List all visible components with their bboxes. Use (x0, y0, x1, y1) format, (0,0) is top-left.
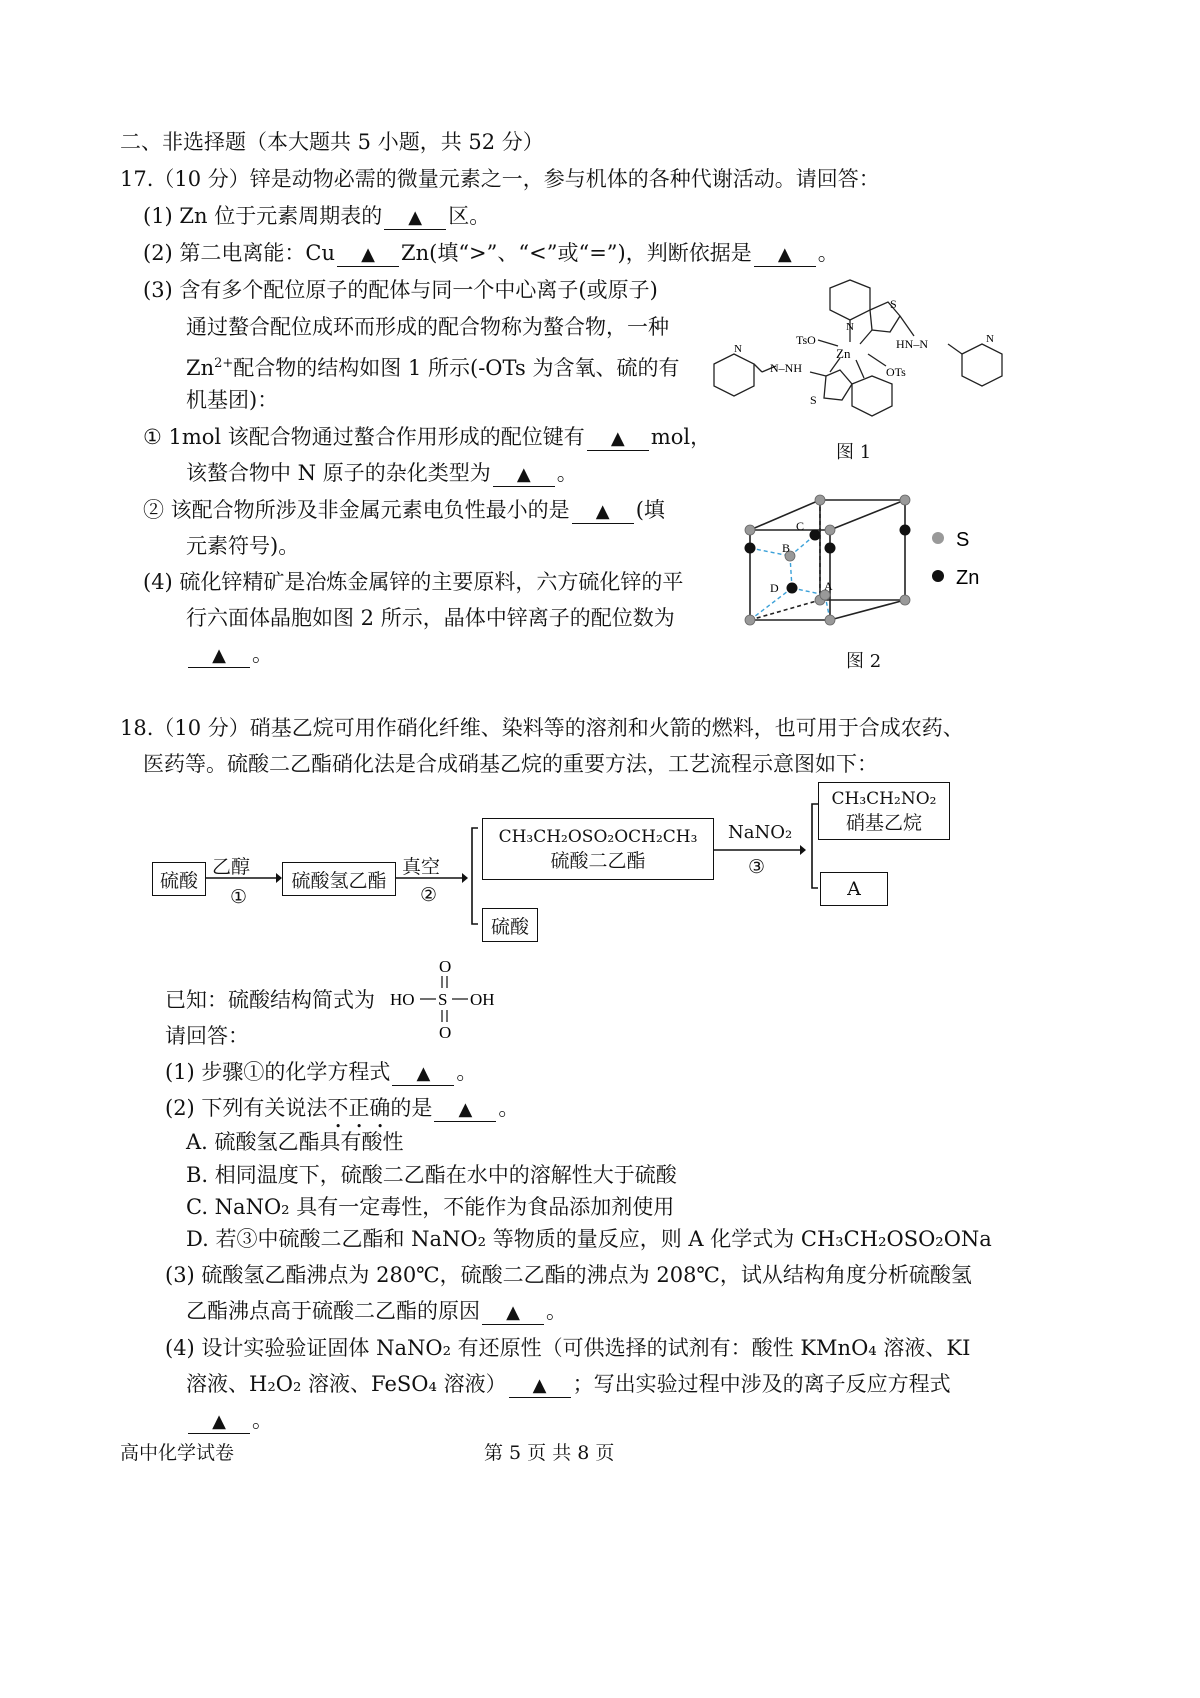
q18-part2: (2) 下列有关说法不正确的是 ▲ 。 (165, 1096, 520, 1120)
q17-part3-line1: (3) 含有多个配位原子的配体与同一个中心离子(或原子) (143, 278, 658, 302)
fig2-label-b: B (782, 541, 791, 555)
legend-zn-dot (932, 570, 944, 582)
legend-s-dot (932, 532, 944, 544)
diethyl-sulfate-formula: CH₃CH₂OSO₂OCH₂CH₃ (498, 827, 698, 847)
q17-part3-i: ① 1mol 该配合物通过螯合作用形成的配位键有 ▲ mol， (143, 425, 712, 449)
flow-box-ethyl-hydrogen-sulfate: 硫酸氢乙酯 (282, 862, 396, 896)
flow-step1-number: ① (230, 886, 248, 908)
answer-blank[interactable]: ▲ (337, 244, 399, 267)
h2so4-oh: OH (470, 990, 495, 1009)
footer-page-number: 第 5 页 共 8 页 (484, 1442, 615, 1464)
answer-blank[interactable]: ▲ (434, 1099, 496, 1122)
flow-arrow-3 (714, 842, 806, 858)
q17-part3-i-line2: 该螯合物中 N 原子的杂化类型为 ▲ 。 (186, 461, 578, 485)
answer-blank[interactable]: ▲ (482, 1302, 544, 1325)
flow-step3-reagent: NaNO₂ (728, 822, 793, 843)
q17-part1: (1) Zn 位于元素周期表的 ▲ 区。 (143, 204, 491, 228)
q18-part3-line1: (3) 硫酸氢乙酯沸点为 280℃，硫酸二乙酯的沸点为 208℃，试从结构角度分析硫酸氢 (165, 1263, 972, 1287)
flow-step3-number: ③ (748, 856, 766, 878)
h2so4-s: S (438, 990, 448, 1009)
q17-part4-line3: ▲ 。 (186, 640, 273, 668)
fig1-n-label: N (846, 321, 854, 333)
q18-option-a[interactable]: A. 硫酸氢乙酯具有酸性 (186, 1130, 404, 1154)
flow-arrow-1 (206, 870, 282, 886)
h2so4-ho: HO (390, 990, 415, 1009)
q17-stem: 17.（10 分）锌是动物必需的微量元素之一，参与机体的各种代谢活动。请回答： (120, 167, 880, 191)
legend-s-label: S (956, 529, 970, 551)
fig1-n-nh-label: N–NH (770, 361, 802, 375)
q17-part3-line2: 通过螯合配位成环而形成的配合物称为螯合物，一种 (186, 315, 669, 339)
answer-blank[interactable]: ▲ (392, 1063, 454, 1086)
flow-step2-number: ② (420, 884, 438, 906)
q18-stem-line2: 医药等。硫酸二乙酯硝化法是合成硝基乙烷的重要方法，工艺流程示意图如下： (143, 752, 878, 776)
section-title: 二、非选择题（本大题共 5 小题，共 52 分） (120, 130, 544, 154)
sulfuric-acid-structure (388, 954, 504, 1044)
fig2-label-d: D (770, 581, 779, 595)
q18-option-c[interactable]: C. NaNO₂ 具有一定毒性，不能作为食品添加剂使用 (186, 1195, 675, 1219)
q18-stem-line1: 18.（10 分）硝基乙烷可用作硝化纤维、染料等的溶剂和火箭的燃料，也可用于合成农药、 (120, 716, 964, 740)
fig1-tso-label: TsO (796, 333, 816, 347)
q17-part3-ii-line2: 元素符号)。 (186, 534, 300, 558)
answer-blank[interactable]: ▲ (493, 464, 555, 487)
q18-part4-line1: (4) 设计实验验证固体 NaNO₂ 有还原性（可供选择的试剂有：酸性 KMnO₄ 溶液、KI (165, 1336, 971, 1360)
fig1-hn-n-label: HN–N (896, 337, 928, 351)
answer-blank[interactable]: ▲ (384, 207, 446, 230)
fig1-zn-label: Zn (836, 346, 851, 361)
fig2-label-a: A (824, 579, 833, 593)
answer-blank[interactable]: ▲ (587, 428, 649, 451)
flow-box-sulfuric-acid: 硫酸 (152, 862, 206, 896)
fig1-n-label: N (734, 343, 742, 355)
footer-exam-name: 高中化学试卷 (120, 1442, 235, 1464)
flow-box-diethyl-sulfate (482, 818, 714, 880)
fig2-label-c: C (796, 519, 805, 533)
figure-1-caption: 图 1 (836, 442, 872, 463)
legend-zn-label: Zn (956, 567, 980, 589)
flow-box-nitroethane (818, 782, 950, 840)
q18-option-b[interactable]: B. 相同温度下，硫酸二乙酯在水中的溶解性大于硫酸 (186, 1163, 677, 1187)
q18-known: 已知：硫酸结构简式为 (165, 988, 375, 1012)
flow-arrow-2 (396, 870, 468, 886)
fig1-s-label-top: S (890, 297, 897, 311)
q17-part4-line1: (4) 硫化锌精矿是冶炼金属锌的主要原料，六方硫化锌的平 (143, 570, 684, 594)
q18-option-d[interactable]: D. 若③中硫酸二乙酯和 NaNO₂ 等物质的量反应，则 A 化学式为 CH₃CH₂OSO₂ONa (186, 1227, 992, 1251)
flow-box-product-a: A (820, 872, 888, 906)
h2so4-o-top: O (439, 957, 452, 976)
nitroethane-formula: CH₃CH₂NO₂ (831, 789, 937, 809)
q18-part1: (1) 步骤①的化学方程式 ▲ 。 (165, 1060, 478, 1084)
answer-blank[interactable]: ▲ (509, 1375, 571, 1398)
flow-box-byproduct-sulfuric-acid: 硫酸 (482, 908, 538, 942)
q17-part3-line4: 机基团)： (186, 388, 279, 412)
q17-part3-line3: $Zn^{2+}$配合物的结构如图 1 所示(-OTs 为含氧、硫的有 (186, 356, 680, 380)
figure-2-caption: 图 2 (846, 651, 882, 672)
fig1-s-label-bottom: S (810, 393, 817, 407)
q17-part4-line2: 行六面体晶胞如图 2 所示，晶体中锌离子的配位数为 (186, 606, 675, 630)
q18-part3-line2: 乙酯沸点高于硫酸二乙酯的原因 ▲ 。 (186, 1299, 567, 1323)
answer-blank[interactable]: ▲ (188, 645, 250, 668)
diethyl-sulfate-name: 硫酸二乙酯 (550, 850, 646, 872)
flow-step2-reagent: 真空 (402, 856, 441, 878)
flow-step1-reagent: 乙醇 (212, 856, 251, 878)
answer-blank[interactable]: ▲ (754, 244, 816, 267)
figure-2-crystal-cell (730, 490, 1030, 640)
answer-blank[interactable]: ▲ (572, 501, 634, 524)
nitroethane-name: 硝基乙烷 (845, 812, 922, 834)
q18-ask: 请回答： (165, 1024, 249, 1048)
q18-part4-line3: ▲ 。 (186, 1406, 273, 1434)
q17-part2: (2) 第二电离能：Cu ▲ Zn(填“>”、“<”或“=”)，判断依据是 ▲ 。 (143, 241, 839, 265)
h2so4-o-bottom: O (439, 1023, 452, 1042)
fig1-n-label: N (986, 333, 994, 345)
fig1-ots-label: OTs (886, 365, 906, 379)
answer-blank[interactable]: ▲ (188, 1411, 250, 1434)
q17-part3-ii: ② 该配合物所涉及非金属元素电负性最小的是 ▲ (填 (143, 498, 665, 522)
emphasis-not-correct: 不正确 (327, 1096, 391, 1120)
q18-part4-line2: 溶液、H₂O₂ 溶液、FeSO₄ 溶液） ▲ ；写出实验过程中涉及的离子反应方程式 (186, 1372, 951, 1396)
figure-1-complex-structure (700, 280, 1020, 430)
